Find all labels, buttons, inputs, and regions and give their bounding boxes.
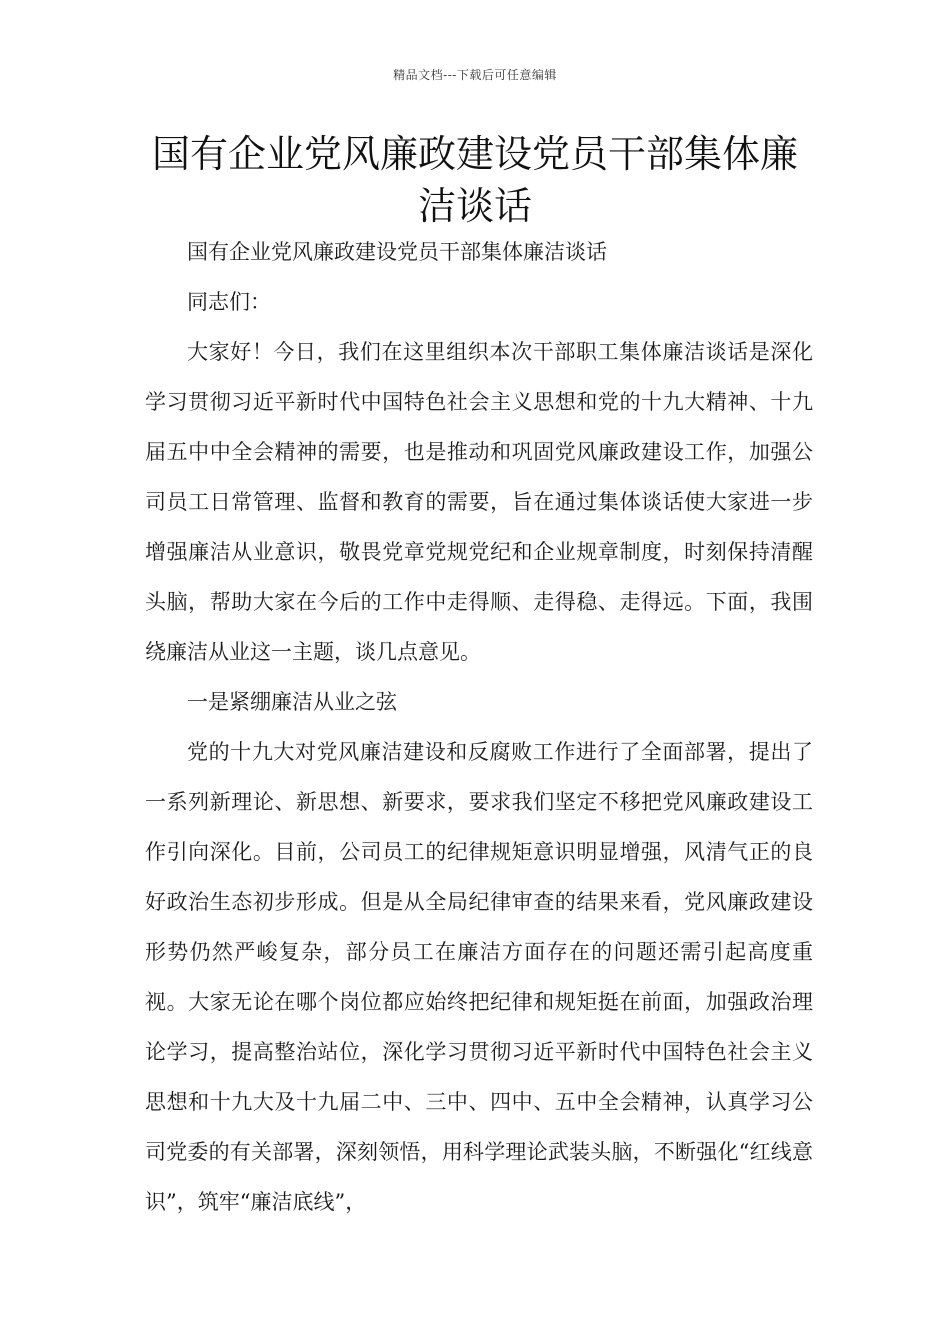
header-note: 精品文档---下载后可任意编辑 <box>393 68 557 82</box>
document-subtitle: 国有企业党风廉政建设党员干部集体廉洁谈话 <box>187 240 607 264</box>
document-title: 国有企业党风廉政建设党员干部集体廉洁谈话 <box>151 132 798 228</box>
salutation: 同志们： <box>187 290 271 314</box>
paragraph-intro: 大家好！今日，我们在这里组织本次干部职工集体廉洁谈话是深化学习贯彻习近平新时代中国特色社会主义思想和党的十九大精神、十九届五中中全会精神的需要，也是推动和巩固党风廉政建设工作，加强公司员工日常管理、监督和教育的需要，旨在通过集体谈话使大家进一步增强廉洁从业意识，敬畏党章党规党纪和企业规章制度，时刻保持清醒头脑，帮助大家在今后的工作中走得顺、走得稳、走得远。下面，我围绕廉洁从业这一主题，谈几点意见。 <box>145 340 813 664</box>
document-body <box>145 227 813 1227</box>
paragraph-section-1: 党的十九大对党风廉洁建设和反腐败工作进行了全面部署，提出了一系列新理论、新思想、新要求，要求我们坚定不移把党风廉政建设工作引向深化。目前，公司员工的纪律规矩意识明显增强，风清气正的良好政治生态初步形成。但是从全局纪律审查的结果来看，党风廉政建设形势仍然严峻复杂，部分员工在廉洁方面存在的问题还需引起高度重视。大家无论在哪个岗位都应始终把纪律和规矩挺在前面，加强政治理论学习，提高整治站位，深化学习贯彻习近平新时代中国特色社会主义思想和十九大及十九届二中、三中、四中、五中全会精神，认真学习公司党委的有关部署，深刻领悟，用科学理论武装头脑，不断强化“红线意识”，筑牢“廉洁底线”， <box>145 740 813 1214</box>
section-heading-1: 一是紧绷廉洁从业之弦 <box>187 690 397 714</box>
